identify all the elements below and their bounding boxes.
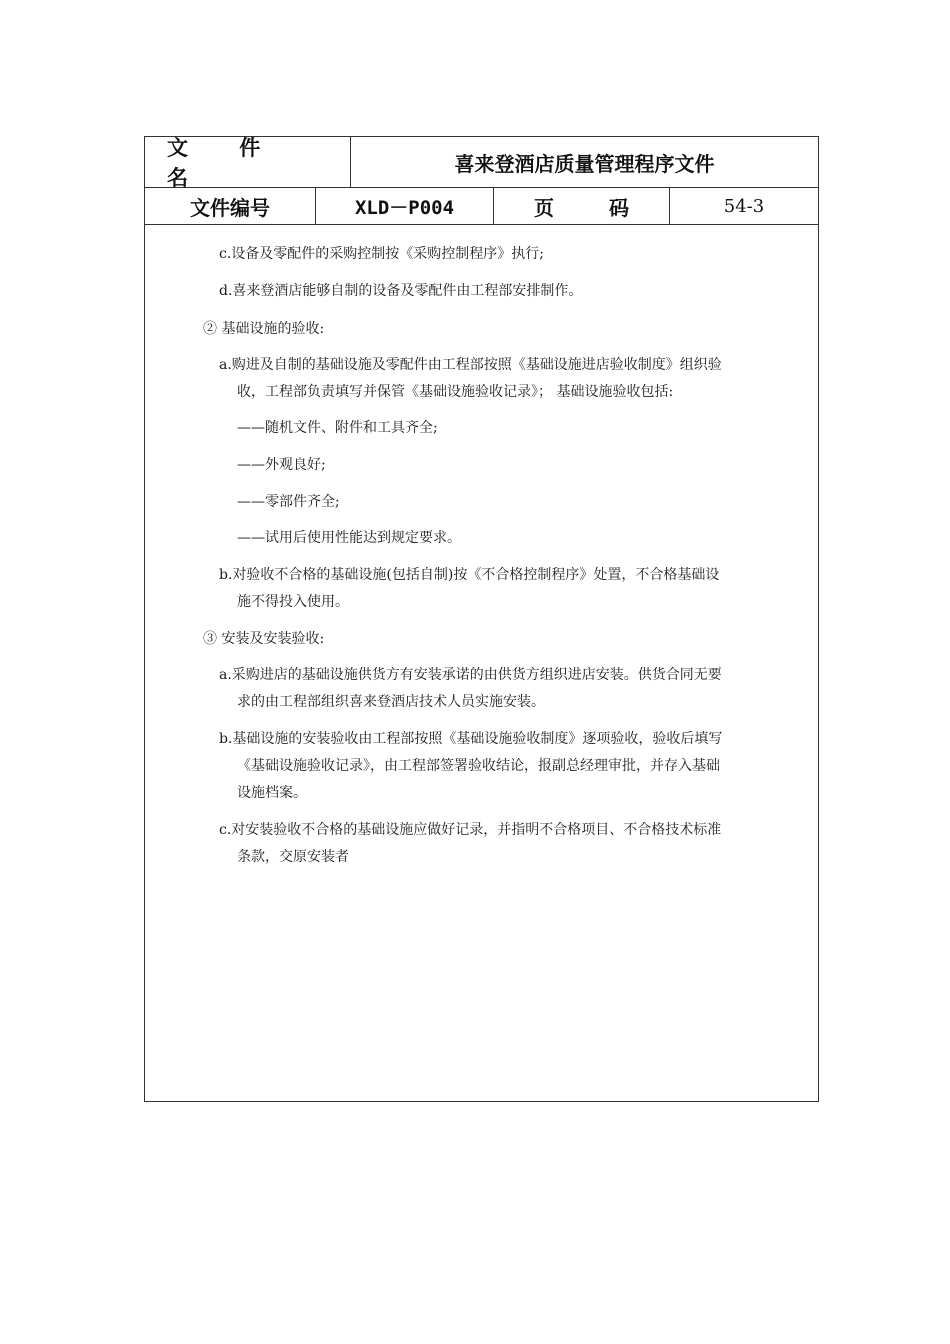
file-number-value: XLD－P004 xyxy=(316,188,494,224)
page-label: 页 码 xyxy=(494,188,670,224)
dash-item-appearance: ——外观良好; xyxy=(237,457,326,473)
item-c-install-nonconforming-line1: c.对安装验收不合格的基础设施应做好记录，并指明不合格项目、不合格技术标准 xyxy=(219,822,722,838)
item-c-procurement: c.设备及零配件的采购控制按《采购控制程序》执行; xyxy=(219,246,545,262)
document-frame xyxy=(144,136,819,1102)
file-number-label: 文件编号 xyxy=(145,188,316,224)
file-name-label: 文 件 名 xyxy=(145,137,351,187)
item-b-install-acceptance-line3: 设施档案。 xyxy=(237,785,307,801)
item-a-acceptance-line1: a.购进及自制的基础设施及零配件由工程部按照《基础设施进店验收制度》组织验 xyxy=(219,357,722,373)
item-b-install-acceptance-line1: b.基础设施的安装验收由工程部按照《基础设施验收制度》逐项验收，验收后填写 xyxy=(219,731,723,747)
item-c-install-nonconforming-line2: 条款，交原安装者 xyxy=(237,849,349,865)
file-name-value: 喜来登酒店质量管理程序文件 xyxy=(454,151,715,176)
item-d-self-made: d.喜来登酒店能够自制的设备及零配件由工程部安排制作。 xyxy=(219,283,583,299)
section-3-title: ③ 安装及安装验收: xyxy=(203,631,325,647)
dash-item-parts: ——零部件齐全; xyxy=(237,494,340,510)
page-value: 54-3 xyxy=(723,195,765,217)
header-row-title xyxy=(145,137,818,188)
item-b-nonconforming-line2: 施不得投入使用。 xyxy=(237,594,349,610)
header-row-meta xyxy=(145,188,818,225)
item-a-installation-line2: 求的由工程部组织喜来登酒店技术人员实施安装。 xyxy=(237,694,545,710)
section-2-title: ② 基础设施的验收: xyxy=(203,321,325,337)
item-a-acceptance-line2: 收，工程部负责填写并保管《基础设施验收记录》； 基础设施验收包括: xyxy=(237,384,674,400)
dash-item-documents: ——随机文件、附件和工具齐全; xyxy=(237,420,438,436)
dash-item-performance: ——试用后使用性能达到规定要求。 xyxy=(237,530,461,546)
item-a-installation-line1: a.采购进店的基础设施供货方有安装承诺的由供货方组织进店安装。供货合同无要 xyxy=(219,667,722,683)
item-b-install-acceptance-line2: 《基础设施验收记录》，由工程部签署验收结论，报副总经理审批，并存入基础 xyxy=(237,758,720,774)
item-b-nonconforming-line1: b.对验收不合格的基础设施(包括自制)按《不合格控制程序》处置，不合格基础设 xyxy=(219,567,720,583)
